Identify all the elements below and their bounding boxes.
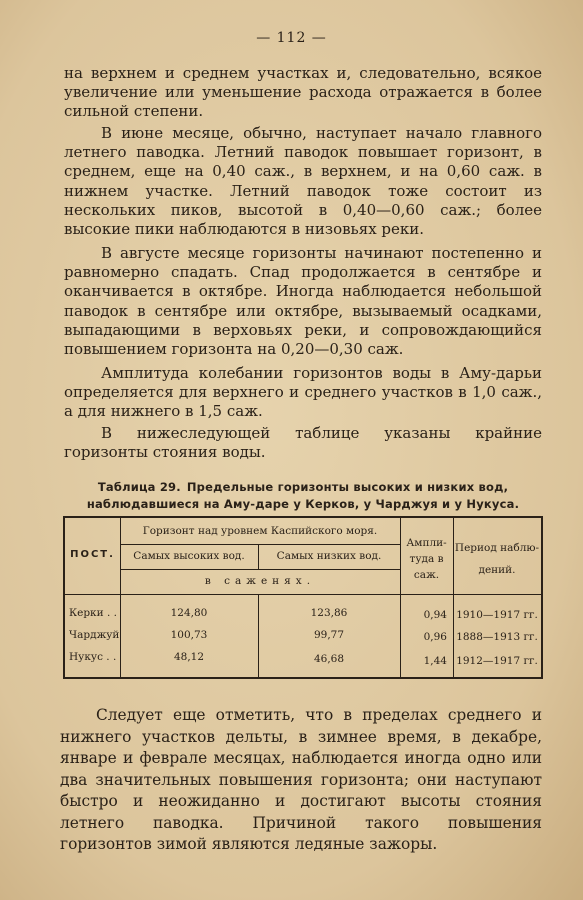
table-caption <box>62 479 544 513</box>
table-rule <box>120 569 400 570</box>
paragraph-6: Следует еще отметить, что в пределах среднего и нижнего участков дельты, в зимнее время, в декабре, январе и феврале месяцах, наблюдается иногда одно или два значительных повышения горизонта; они наступают быстро и неожиданно и достигают высоты стояния летнего паводка. Причиной такого повышения горизонтов зимой являются ледяные зажоры. <box>60 706 542 853</box>
header-horizon-group: Горизонт над уровнем Каспийского моря. <box>142 525 378 537</box>
paragraph-4: Амплитуда колебании горизонтов воды в Аму-дарьи определяется для верхнего и среднего участков в 1,0 саж., а для нижнего в 1,5 саж. <box>64 364 542 421</box>
table-caption-label: Таблица 29. <box>97 480 181 494</box>
row-amplitude-nukus: 1,44 <box>423 655 447 667</box>
paragraph-2: В июне месяце, обычно, наступает начало главного летнего паводка. Летний паводок повышает горизонт, в среднем, еще на 0,40 саж., в верхнем, и на 0,60 саж. в нижнем участке. Летний паводок тоже состоит из нескольких пиков, высотой в 0,40—0,60 саж.; более высокие пики наблюдаются в низовьях реки. <box>64 124 542 239</box>
row-low-kerki: 123,86 <box>310 607 348 619</box>
header-period-1: Период наблю- <box>454 542 540 554</box>
row-high-kerki: 124,80 <box>170 607 208 619</box>
row-period-chardzhui: 1888—1913 гг. <box>456 631 538 643</box>
row-post-nukus: Нукус . . <box>69 651 117 663</box>
paragraph-1: на верхнем и среднем участках и, следовательно, всякое увеличение или уменьшение расхода отражается в более сильной степени. <box>64 64 542 121</box>
header-lowest: Самых низких вод. <box>276 550 382 562</box>
header-units: в саженях. <box>204 575 316 587</box>
paragraph-3: В августе месяце горизонты начинают постепенно и равномерно спадать. Спад продолжается в сентябре и оканчивается в октябре. Иногда наблюдается небольшой паводок в сентябре или октябре, вызываемый осадками, выпадающими в верховьях реки, и сопровождающийся повышением горизонта на 0,20—0,30 саж. <box>64 244 542 359</box>
row-amplitude-chardzhui: 0,96 <box>423 631 447 643</box>
row-post-kerki: Керки . . <box>69 607 117 619</box>
row-low-chardzhui: 99,77 <box>313 629 345 641</box>
page-number: — 112 — <box>256 30 327 46</box>
row-amplitude-kerki: 0,94 <box>423 609 447 621</box>
row-period-kerki: 1910—1917 гг. <box>456 609 538 621</box>
table-rule <box>65 594 541 595</box>
table-rule <box>120 544 400 545</box>
header-highest: Самых высоких вод. <box>133 550 245 562</box>
row-period-nukus: 1912—1917 гг. <box>456 655 538 667</box>
paragraph-5: В нижеследующей таблице указаны крайние горизонты стояния воды. <box>64 424 542 462</box>
header-post: ПОСТ. <box>70 549 115 560</box>
header-amplitude-3: саж. <box>413 569 440 581</box>
row-high-chardzhui: 100,73 <box>170 629 208 641</box>
header-amplitude-2: туда в <box>409 553 444 565</box>
water-level-table <box>63 516 543 679</box>
header-amplitude-1: Ампли- <box>406 537 447 549</box>
row-high-nukus: 48,12 <box>173 651 205 663</box>
header-period-2: дений. <box>478 564 516 576</box>
row-low-nukus: 46,68 <box>313 653 345 665</box>
table-caption-text: Предельные горизонты высоких и низких вод, наблюдавшиеся на Аму-даре у Керков, у Чарджуя и у Нукуса. <box>86 480 520 511</box>
row-post-chardzhui: Чарджуй <box>69 629 120 641</box>
